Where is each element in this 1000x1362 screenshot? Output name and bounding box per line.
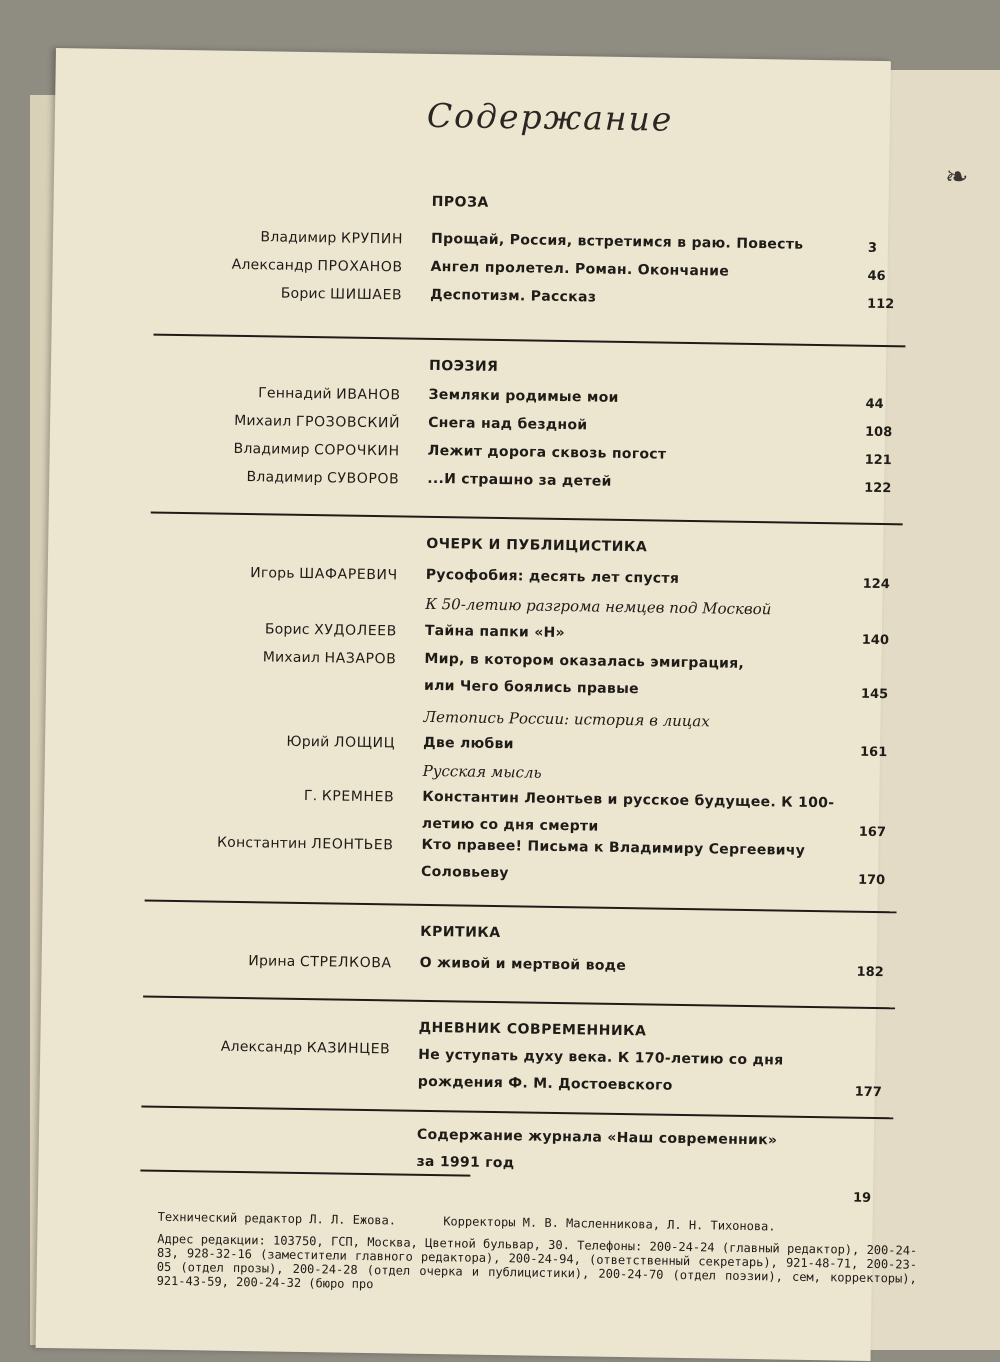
toc-work-title[interactable]: Две любви: [423, 734, 514, 753]
toc-page-number: 167: [858, 824, 887, 841]
author-ivanov: [258, 385, 401, 403]
toc-work-title[interactable]: Лежит дорога сквозь погост: [427, 442, 667, 463]
toc-work-title[interactable]: ...И страшно за детей: [427, 470, 612, 490]
section-divider: [151, 512, 903, 526]
author-last-name: КРЕМНЕВ: [321, 788, 395, 806]
author-strelkova: [248, 953, 392, 971]
section-heading-poetry: ПОЭЗИЯ: [428, 357, 499, 375]
author-nazarov: [263, 649, 397, 667]
author-last-name: КАЗИНЦЕВ: [306, 1040, 391, 1058]
toc-work-title[interactable]: Деспотизм. Рассказ: [430, 286, 597, 306]
toc-page-number: 3: [867, 240, 878, 256]
adjacent-page-ornament: ❧: [945, 160, 969, 193]
author-first-name: Борис: [280, 285, 326, 303]
toc-work-title[interactable]: Мир, в котором оказалась эмиграция, или Чего боялись правые: [423, 650, 745, 698]
author-first-name: Юрий: [286, 733, 330, 751]
author-last-name: СТРЕЛКОВА: [299, 953, 392, 972]
author-first-name: Владимир: [233, 440, 310, 459]
editorial-address: Адрес редакции: 103750, ГСП, Москва, Цветной бульвар, 30. Телефоны: 200-24-24 (главный редактор), 200-24-83, 928-32-16 (заместители главного редактора), 200-24-94, (ответственный секретарь), 921-48-71, 200-23-05 (отдел прозы), 200-24-28 (отдел очерка и публицистики), 200-24-70 (отдел поэзии), сем, корректоры), 921-43-59, 200-24-32 (бюро про: [156, 1231, 918, 1292]
section-divider: [141, 1105, 893, 1119]
toc-work-title[interactable]: Ангел пролетел. Роман. Окончание: [430, 258, 730, 280]
author-last-name: СОРОЧКИН: [313, 442, 400, 460]
toc-page-number: 124: [862, 576, 890, 593]
toc-page-number: 170: [857, 872, 886, 889]
author-first-name: Михаил: [234, 412, 292, 430]
rubric-chronicle: Летопись России: история в лицах: [423, 707, 710, 731]
section-heading-essays: ОЧЕРК И ПУБЛИЦИСТИКА: [426, 535, 648, 556]
toc-work-title[interactable]: Русофобия: десять лет спустя: [425, 566, 680, 587]
author-khudoleev: [265, 621, 397, 639]
author-first-name: Александр: [231, 256, 314, 275]
toc-page-number: 44: [865, 396, 884, 413]
toc-page-number: 140: [861, 632, 890, 649]
author-first-name: Владимир: [260, 229, 337, 247]
section-divider: [145, 899, 897, 913]
section-heading-prose: ПРОЗА: [431, 193, 489, 211]
tech-editor: Технический редактор Л. Л. Ежова.: [157, 1209, 397, 1228]
toc-page-number: 108: [864, 424, 893, 441]
toc-work-title[interactable]: Тайна папки «Н»: [424, 622, 566, 642]
author-first-name: Г.: [303, 787, 318, 805]
toc-work-title[interactable]: Содержание журнала «Наш современник» за 1991 год: [416, 1126, 778, 1172]
toc-page-number: 145: [860, 686, 889, 703]
author-first-name: Борис: [264, 621, 310, 639]
author-last-name: ХУДОЛЕЕВ: [314, 622, 398, 640]
toc-work-title[interactable]: Земляки родимые мои: [428, 386, 619, 406]
section-heading-criticism: КРИТИКА: [420, 923, 501, 942]
toc-work-title[interactable]: Снега над бездной: [428, 414, 588, 434]
author-leontiev: [217, 835, 394, 854]
section-divider: [143, 995, 895, 1009]
author-first-name: Геннадий: [258, 385, 332, 403]
author-last-name: ЛЕОНТЬЕВ: [311, 836, 394, 854]
author-last-name: ГРОЗОВСКИЙ: [295, 413, 401, 432]
author-sorochkin: [233, 441, 399, 460]
toc-work-title[interactable]: О живой и мертвой воде: [419, 954, 627, 975]
imprint: [157, 1210, 918, 1300]
author-krupin: [260, 229, 403, 247]
author-first-name: Михаил: [262, 649, 321, 667]
author-first-name: Александр: [220, 1038, 303, 1056]
author-last-name: ИВАНОВ: [336, 386, 401, 404]
toc-work-title[interactable]: Не уступать духу века. К 170-летию со дня рождения Ф. М. Достоевского: [417, 1046, 784, 1094]
author-suvorov: [246, 469, 399, 487]
section-divider: [153, 334, 905, 348]
author-first-name: Константин: [216, 834, 307, 853]
toc-page-number: 161: [859, 744, 888, 761]
toc-page-number: 122: [864, 480, 892, 497]
toc-work-title[interactable]: Константин Леонтьев и русское будущее. К 100-летию со дня смерти: [421, 788, 835, 835]
author-shishaev: [281, 286, 403, 304]
author-shafarevich: [250, 565, 398, 583]
author-first-name: Ирина: [248, 953, 296, 970]
toc-page-number: 182: [856, 964, 884, 981]
author-last-name: ШИШАЕВ: [329, 286, 403, 304]
toc-page-number: 121: [864, 452, 892, 469]
author-first-name: Игорь: [250, 565, 295, 582]
author-grozovsky: [234, 413, 400, 432]
section-heading-diary: ДНЕВНИК СОВРЕМЕННИКА: [418, 1019, 647, 1040]
author-last-name: ШАФАРЕВИЧ: [299, 565, 398, 584]
author-last-name: ПРОХАНОВ: [317, 258, 403, 276]
author-last-name: НАЗАРОВ: [324, 650, 397, 668]
author-first-name: Владимир: [246, 469, 323, 487]
correctors: Корректоры М. В. Масленникова, Л. Н. Тихонова.: [443, 1214, 776, 1234]
author-last-name: СУВОРОВ: [326, 470, 400, 488]
author-kremnev: [304, 788, 395, 805]
author-last-name: КРУПИН: [340, 230, 404, 248]
author-loshchits: [286, 734, 395, 752]
toc-page-number: 46: [867, 268, 886, 285]
page-title: Содержание: [426, 95, 674, 139]
author-last-name: ЛОЩИЦ: [333, 734, 396, 752]
author-kazintsev: [221, 1039, 391, 1058]
rubric-moscow-battle: К 50-летию разгрома немцев под Москвой: [425, 594, 772, 619]
toc-work-title[interactable]: Прощай, Россия, встретимся в раю. Повесть: [430, 230, 804, 253]
toc-work-title[interactable]: Кто правее! Письма к Владимиру Сергеевичу Соловьеву: [420, 836, 806, 882]
toc-page-number: 112: [866, 296, 895, 313]
author-prokhanov: [232, 257, 403, 276]
toc-page-number: 19: [852, 1190, 872, 1206]
contents-page: [36, 48, 918, 1361]
toc-page-number: 177: [854, 1084, 882, 1101]
rubric-russian-thought: Русская мысль: [422, 761, 542, 782]
